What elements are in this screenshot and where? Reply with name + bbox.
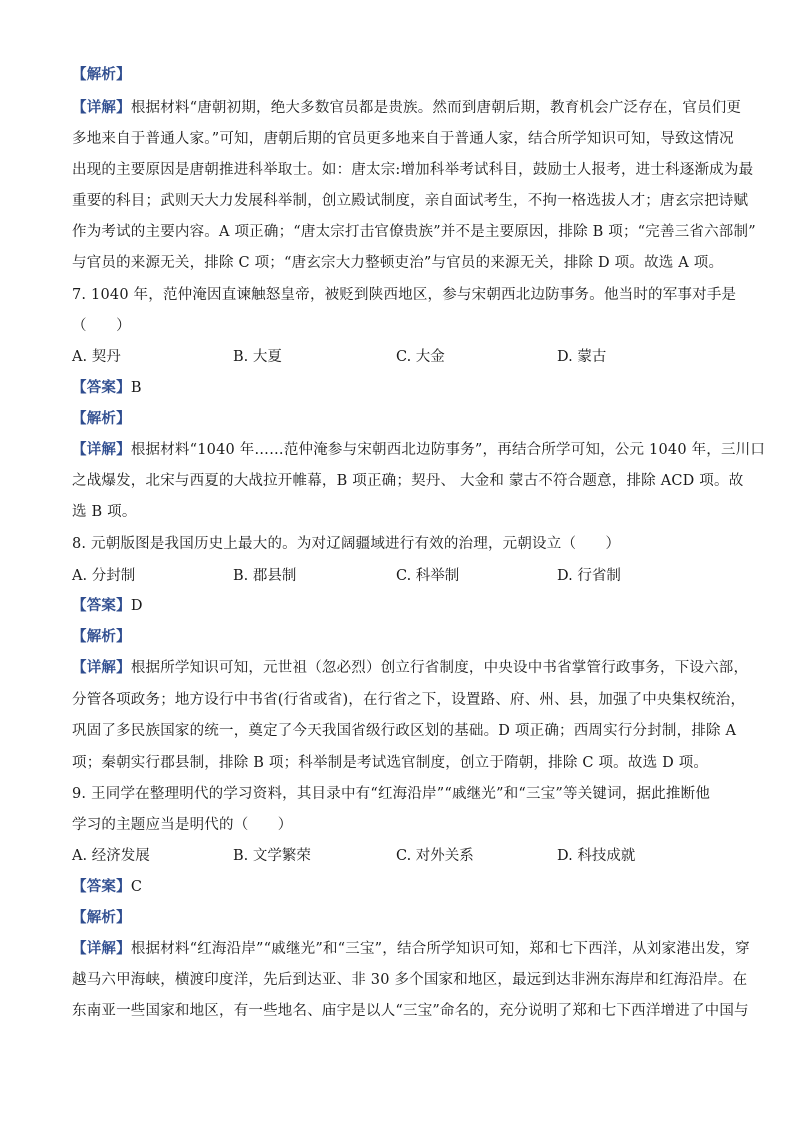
- analysis-heading: 【解析】: [72, 66, 131, 83]
- detail-paragraph-line: 【详解】根据材料“红海沿岸”“戚继光”和“三宝”，结合所学知识可知，郑和七下西洋，从刘家港出发，穿: [72, 940, 750, 957]
- option-b: B. 郡县制: [233, 568, 297, 584]
- question-stem: 学习的主题应当是明代的（ ）: [72, 817, 293, 833]
- option-c: C. 科举制: [396, 568, 460, 584]
- detail-paragraph-line: 巩固了多民族国家的统一，奠定了今天我国省级行政区划的基础。D 项正确；西周实行分封制，排除 A: [72, 723, 737, 739]
- analysis-heading: 【解析】: [72, 909, 131, 926]
- option-c: C. 大金: [396, 349, 445, 365]
- answer-value: B: [130, 380, 142, 396]
- answer-line: 【答案】B: [72, 379, 142, 396]
- detail-paragraph-line: 作为考试的主要内容。A 项正确；“唐太宗打击官僚贵族”并不是主要原因，排除 B 项；“完善三省六部制”: [72, 224, 756, 240]
- option-b: B. 文学繁荣: [233, 848, 311, 864]
- detail-paragraph-line: 越马六甲海峡，横渡印度洋，先后到达亚、非 30 多个国家和地区，最远到达非洲东海岸和红海沿岸。在: [72, 972, 748, 988]
- detail-paragraph-line: 东南亚一些国家和地区，有一些地名、庙宇是以人“三宝”命名的，充分说明了郑和七下西洋增进了中国与: [72, 1003, 749, 1019]
- analysis-heading: 【解析】: [72, 410, 131, 427]
- question-stem: （ ）: [72, 318, 131, 334]
- option-d: D. 行省制: [557, 568, 621, 584]
- question-stem: 7. 1040 年，范仲淹因直谏触怒皇帝，被贬到陕西地区，参与宋朝西北边防事务。他当时的军事对手是: [72, 287, 737, 303]
- option-d: D. 蒙古: [557, 349, 607, 365]
- question-stem: 9. 王同学在整理明代的学习资料，其目录中有“红海沿岸”“戚继光”和“三宝”等关键词，据此推断他: [72, 786, 711, 802]
- answer-line: 【答案】C: [72, 878, 143, 895]
- detail-paragraph-line: 与官员的来源无关，排除 C 项；“唐玄宗大力整顿吏治”与官员的来源无关，排除 D 项。故选 A 项。: [72, 255, 724, 271]
- answer-line: 【答案】D: [72, 597, 143, 614]
- detail-paragraph-line: 【详解】根据材料“唐朝初期，绝大多数官员都是贵族。然而到唐朝后期，教育机会广泛存在，官员们更: [72, 99, 742, 116]
- detail-paragraph-line: 分管各项政务；地方设行中书省(行省或省)，在行省之下，设置路、府、州、县，加强了中央集权统治，: [72, 692, 746, 708]
- option-b: B. 大夏: [233, 349, 282, 365]
- answer-value: C: [130, 879, 143, 895]
- detail-paragraph-line: 【详解】根据所学知识可知，元世祖（忽必烈）创立行省制度，中央设中书省掌管行政事务，下设六部，: [72, 659, 749, 676]
- detail-paragraph-line: 重要的科目；武则天大力发展科举制，创立殿试制度，亲自面试考生，不拘一格选拔人才；唐玄宗把诗赋: [72, 193, 749, 209]
- detail-paragraph-line: 项；秦朝实行郡县制，排除 B 项；科举制是考试选官制度，创立于隋朝，排除 C 项。故选 D 项。: [72, 755, 709, 771]
- option-a: A. 分封制: [72, 568, 136, 584]
- option-c: C. 对外关系: [396, 848, 474, 864]
- option-d: D. 科技成就: [557, 848, 636, 864]
- detail-paragraph-line: 多地来自于普通人家。”可知，唐朝后期的官员更多地来自于普通人家，结合所学知识可知，导致这情况: [72, 131, 734, 147]
- detail-paragraph-line: 之战爆发，北宋与西夏的大战拉开帷幕，B 项正确；契丹、 大金和 蒙古不符合题意，排除 ACD 项。故: [72, 473, 744, 489]
- option-a: A. 经济发展: [72, 848, 150, 864]
- option-a: A. 契丹: [72, 349, 121, 365]
- detail-paragraph-line: 选 B 项。: [72, 504, 137, 520]
- answer-value: D: [130, 598, 143, 614]
- analysis-heading: 【解析】: [72, 628, 131, 645]
- detail-paragraph-line: 出现的主要原因是唐朝推进科举取士。如：唐太宗:增加科举考试科目，鼓励士人报考，进士科逐渐成为最: [72, 162, 754, 178]
- detail-paragraph-line: 【详解】根据材料“1040 年……范仲淹参与宋朝西北边防事务”，再结合所学可知，公元 1040 年，三川口: [72, 441, 766, 458]
- question-stem: 8. 元朝版图是我国历史上最大的。为对辽阔疆域进行有效的治理，元朝设立（ ）: [72, 536, 621, 552]
